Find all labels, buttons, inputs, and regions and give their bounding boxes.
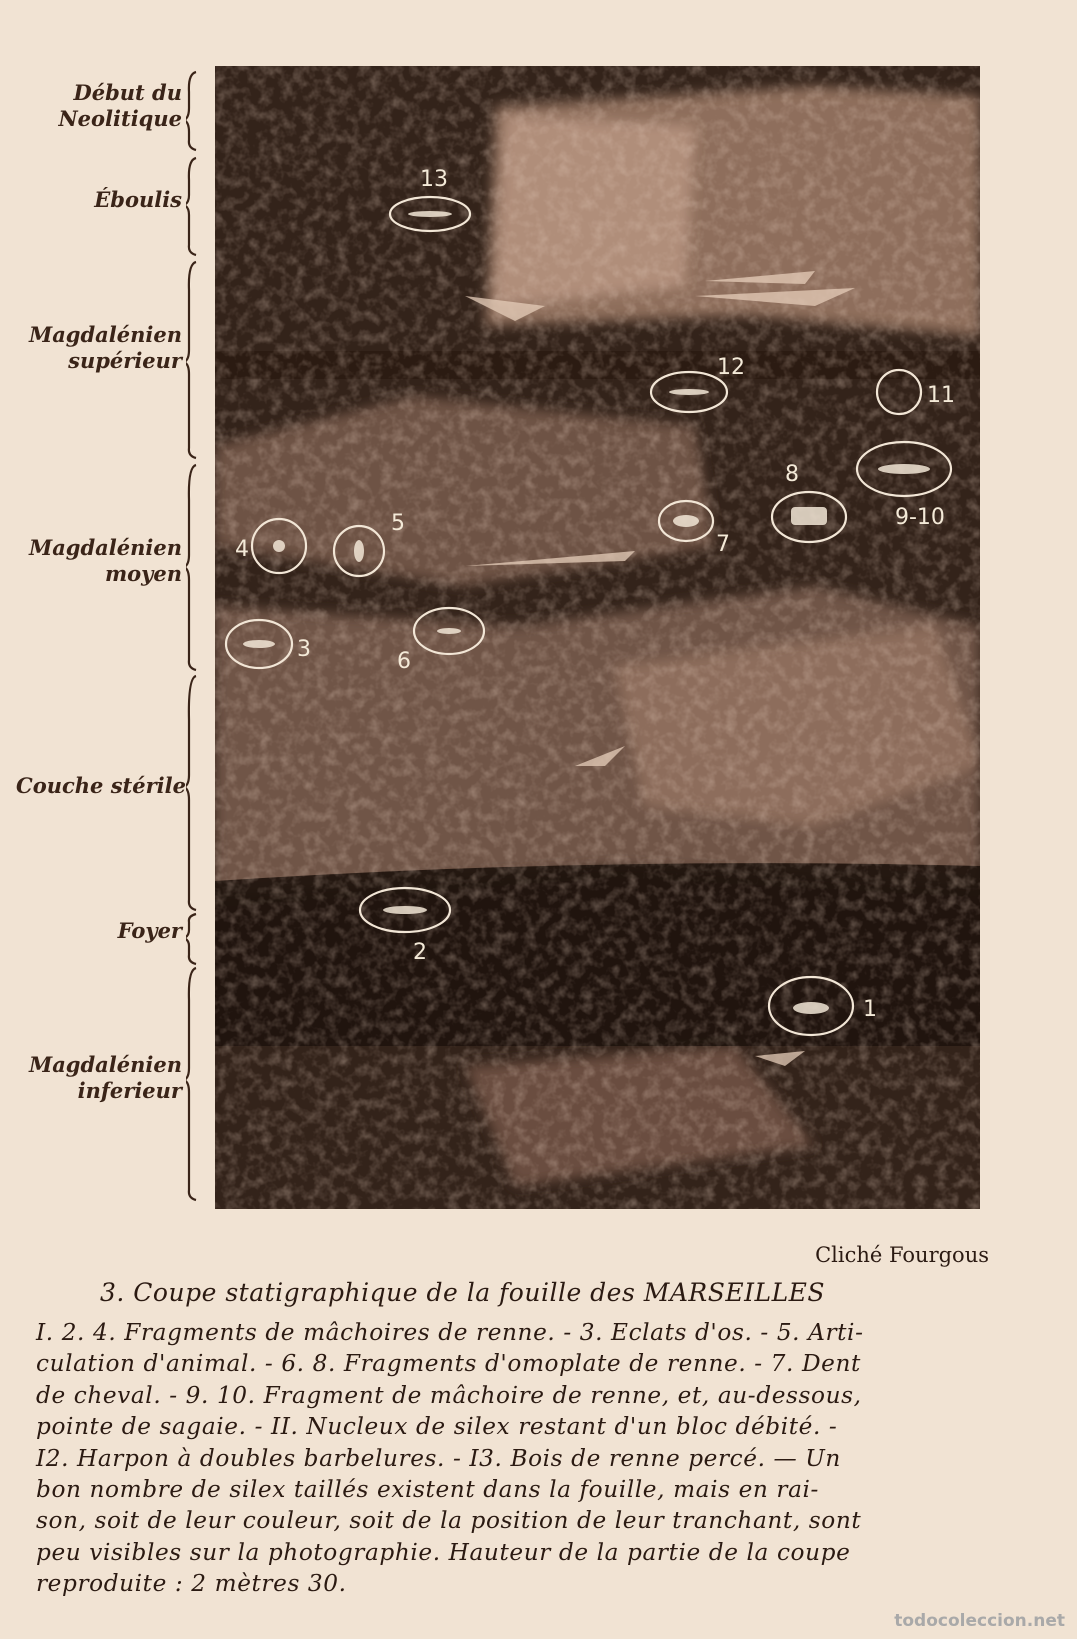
label-couche-sterile — [0, 773, 186, 799]
marker-label: 2 — [413, 940, 427, 965]
caption-line: pointe de sagaie. - II. Nucleux de silex restant d'un bloc débité. - — [36, 1413, 838, 1441]
label-magdalenien-superieur — [0, 322, 182, 374]
marker-label: 9-10 — [895, 505, 945, 530]
label-eboulis — [0, 187, 182, 213]
marker-label: 8 — [785, 462, 799, 487]
caption-line: I. 2. 4. Fragments de mâchoires de renne. - 3. Eclats d'os. - 5. Arti- — [36, 1319, 864, 1346]
marker-label: 12 — [717, 355, 745, 380]
label-neolitique — [0, 80, 182, 132]
label-line: Neolitique — [58, 106, 182, 131]
marker-label: 1 — [863, 997, 877, 1022]
excavation-photo-drawing — [215, 66, 980, 1209]
caption-line: I2. Harpon à doubles barbelures. - I3. Bois de renne percé. — Un — [36, 1444, 841, 1472]
strata-braces — [186, 0, 216, 1220]
caption-line: son, soit de leur couleur, soit de la position de leur tranchant, sont — [36, 1507, 862, 1535]
label-line: Magdalénien — [28, 322, 182, 347]
caption-line: bon nombre de silex taillés existent dans la fouille, mais en rai- — [36, 1476, 819, 1504]
caption-title: 3. Coupe statigraphique de la fouille des MARSEILLES — [100, 1278, 826, 1307]
label-line: Magdalénien — [28, 535, 182, 560]
label-magdalenien-inferieur — [0, 1052, 182, 1104]
label-magdalenien-moyen — [0, 535, 182, 587]
label-line: moyen — [104, 561, 182, 586]
strata-labels — [0, 0, 200, 1220]
photo-credit: Cliché Fourgous — [815, 1243, 989, 1267]
marker-label: 4 — [235, 537, 249, 562]
label-line: Foyer — [117, 918, 182, 943]
watermark: todocoleccion.net — [894, 1611, 1065, 1631]
label-foyer — [0, 918, 182, 944]
marker-label: 6 — [397, 649, 411, 674]
caption-line: culation d'animal. - 6. 8. Fragments d'omoplate de renne. - 7. Dent — [36, 1350, 861, 1378]
label-line: Début du — [73, 80, 182, 105]
label-line: supérieur — [68, 348, 182, 373]
label-line: inferieur — [77, 1078, 182, 1103]
caption-line: de cheval. - 9. 10. Fragment de mâchoire de renne, et, au-dessous, — [36, 1381, 862, 1409]
caption-body — [36, 1317, 1008, 1600]
excavation-photo — [215, 66, 980, 1209]
label-line: Couche stérile — [16, 773, 186, 798]
caption-line: peu visibles sur la photographie. Hauteur de la partie de la coupe — [36, 1538, 851, 1566]
marker-label: 7 — [716, 532, 730, 557]
marker-label: 5 — [391, 511, 405, 536]
marker-label: 3 — [297, 637, 311, 662]
marker-label: 13 — [420, 167, 448, 192]
marker-label: 11 — [927, 383, 955, 408]
label-line: Magdalénien — [28, 1052, 182, 1077]
label-line: Éboulis — [94, 187, 182, 212]
caption-line: reproduite : 2 mètres 30. — [36, 1570, 347, 1598]
